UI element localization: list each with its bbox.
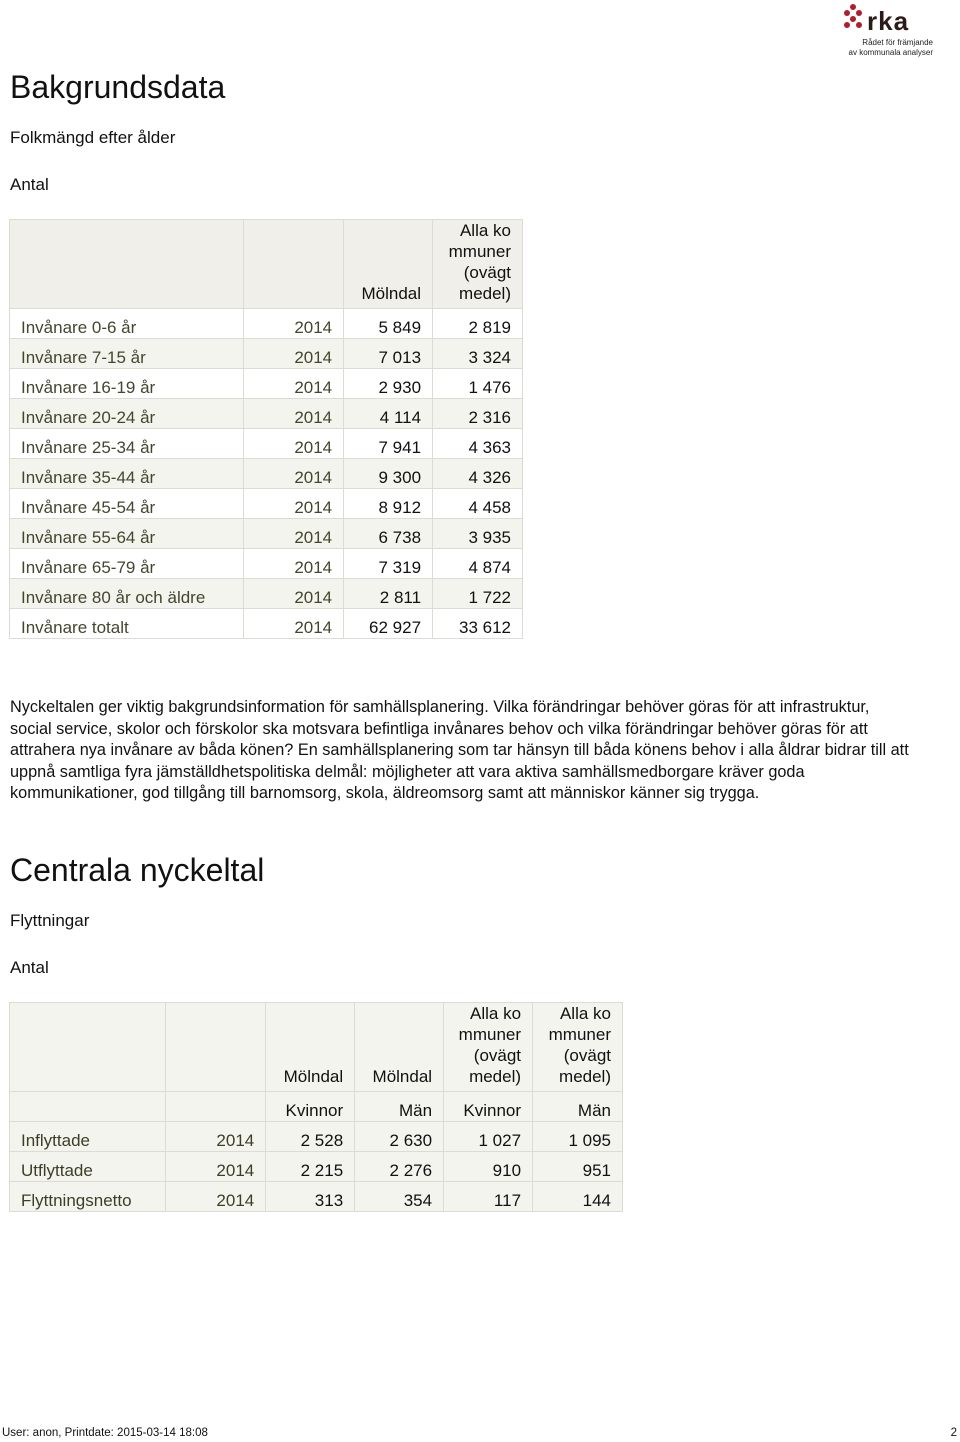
table-unit-label: Antal: [10, 958, 49, 977]
footer-print-info: User: anon, Printdate: 2015-03-14 18:08: [2, 1427, 208, 1439]
alla-kommuner-value: 3 935: [433, 519, 523, 549]
alla-kommuner-value: 33 612: [433, 609, 523, 639]
rka-dots-icon: [841, 3, 867, 35]
table-row: [10, 579, 523, 609]
gender-subheader: [165, 1092, 266, 1122]
table-row: [10, 429, 523, 459]
year-cell: 2014: [243, 519, 343, 549]
table-row: [10, 1122, 623, 1152]
rka-tagline-2: av kommunala analyser: [848, 48, 933, 57]
gender-subheader: [10, 1092, 166, 1122]
alla-kommuner-value: 4 458: [433, 489, 523, 519]
molndal-kvinnor-value: 2 528: [266, 1122, 355, 1152]
section-title-centrala-nyckeltal: Centrala nyckeltal: [10, 852, 265, 888]
table-row: [10, 1152, 623, 1182]
table-row: [10, 309, 523, 339]
intro-paragraph: Nyckeltalen ger viktig bakgrundsinformation för samhällsplanering. Vilka förändringar behöver göras för att infrastruktur, social service, skolor och förskolor ska motsvara befintliga invånares behov och vilka förändringar behöver göras för att attrahera nya invånare av båda könen? En samhällsplanering som tar hänsyn till båda könens behov i alla åldrar bidrar till att uppnå samtliga fyra jämställdhetspolitiska delmål: möjligheter att vara aktiva samhällsmedborgare kräver goda kommunikationer, god tillgång till barnomsorg, skola, äldreomsorg samt att människor känner sig trygga.: [10, 698, 909, 802]
molndal-man-value: 2 276: [355, 1152, 444, 1182]
molndal-value: 7 941: [344, 429, 433, 459]
table-row: [10, 399, 523, 429]
column-header: [165, 1003, 266, 1092]
molndal-man-value: 2 630: [355, 1122, 444, 1152]
column-header: Mölndal: [355, 1003, 444, 1092]
year-cell: 2014: [243, 309, 343, 339]
table-subheader-row: [10, 1092, 623, 1122]
alla-man-value: 1 095: [533, 1122, 623, 1152]
table-header-row: [10, 1003, 623, 1092]
year-cell: 2014: [243, 489, 343, 519]
year-cell: 2014: [243, 609, 343, 639]
migration-table: [9, 1002, 623, 1212]
alla-kvinnor-value: 910: [444, 1152, 533, 1182]
alla-kommuner-value: 1 722: [433, 579, 523, 609]
rka-logo: [841, 3, 933, 57]
year-cell: 2014: [243, 429, 343, 459]
table-subtitle-folkmangd: Folkmängd efter ålder: [10, 128, 176, 147]
row-label: Utflyttade: [10, 1152, 166, 1182]
rka-wordmark: rka: [867, 6, 910, 36]
alla-kommuner-value: 2 819: [433, 309, 523, 339]
row-label: Invånare 80 år och äldre: [10, 579, 244, 609]
molndal-value: 2 811: [344, 579, 433, 609]
molndal-value: 7 319: [344, 549, 433, 579]
table-row: [10, 519, 523, 549]
alla-kvinnor-value: 117: [444, 1182, 533, 1212]
molndal-kvinnor-value: 2 215: [266, 1152, 355, 1182]
gender-subheader: Kvinnor: [266, 1092, 355, 1122]
molndal-value: 4 114: [344, 399, 433, 429]
column-header: [243, 220, 343, 309]
column-header: Alla ko mmuner (ovägt medel): [533, 1003, 623, 1092]
table-subtitle-flyttningar: Flyttningar: [10, 911, 90, 930]
row-label: Invånare totalt: [10, 609, 244, 639]
table-row: [10, 369, 523, 399]
year-cell: 2014: [243, 579, 343, 609]
year-cell: 2014: [243, 399, 343, 429]
gender-subheader: Män: [355, 1092, 444, 1122]
row-label: Invånare 55-64 år: [10, 519, 244, 549]
column-header: Mölndal: [344, 220, 433, 309]
alla-kommuner-value: 3 324: [433, 339, 523, 369]
year-cell: 2014: [165, 1122, 266, 1152]
gender-subheader: Kvinnor: [444, 1092, 533, 1122]
rka-tagline-1: Rådet för främjande: [862, 38, 933, 47]
table-row: [10, 609, 523, 639]
population-by-age-table: [9, 219, 523, 639]
row-label: Flyttningsnetto: [10, 1182, 166, 1212]
year-cell: 2014: [243, 549, 343, 579]
year-cell: 2014: [243, 459, 343, 489]
row-label: Invånare 25-34 år: [10, 429, 244, 459]
alla-kommuner-value: 4 874: [433, 549, 523, 579]
table-row: [10, 339, 523, 369]
row-label: Invånare 16-19 år: [10, 369, 244, 399]
alla-man-value: 951: [533, 1152, 623, 1182]
molndal-man-value: 354: [355, 1182, 444, 1212]
section-title-bakgrundsdata: Bakgrundsdata: [10, 69, 226, 105]
year-cell: 2014: [243, 369, 343, 399]
gender-subheader: Män: [533, 1092, 623, 1122]
alla-kommuner-value: 4 326: [433, 459, 523, 489]
year-cell: 2014: [165, 1152, 266, 1182]
table-row: [10, 1182, 623, 1212]
column-header: [10, 220, 244, 309]
footer-page-number: 2: [950, 1427, 957, 1439]
table-row: [10, 459, 523, 489]
column-header: [10, 1003, 166, 1092]
alla-kommuner-value: 2 316: [433, 399, 523, 429]
year-cell: 2014: [165, 1182, 266, 1212]
table-row: [10, 489, 523, 519]
row-label: Invånare 20-24 år: [10, 399, 244, 429]
molndal-value: 8 912: [344, 489, 433, 519]
row-label: Invånare 0-6 år: [10, 309, 244, 339]
alla-kommuner-value: 4 363: [433, 429, 523, 459]
column-header: Alla ko mmuner (ovägt medel): [444, 1003, 533, 1092]
molndal-value: 7 013: [344, 339, 433, 369]
molndal-value: 62 927: [344, 609, 433, 639]
alla-man-value: 144: [533, 1182, 623, 1212]
molndal-kvinnor-value: 313: [266, 1182, 355, 1212]
molndal-value: 5 849: [344, 309, 433, 339]
molndal-value: 6 738: [344, 519, 433, 549]
molndal-value: 2 930: [344, 369, 433, 399]
table-header-row: [10, 220, 523, 309]
alla-kvinnor-value: 1 027: [444, 1122, 533, 1152]
column-header: Alla ko mmuner (ovägt medel): [433, 220, 523, 309]
row-label: Invånare 35-44 år: [10, 459, 244, 489]
row-label: Invånare 45-54 år: [10, 489, 244, 519]
table-row: [10, 549, 523, 579]
molndal-value: 9 300: [344, 459, 433, 489]
year-cell: 2014: [243, 339, 343, 369]
alla-kommuner-value: 1 476: [433, 369, 523, 399]
table-unit-label: Antal: [10, 175, 49, 194]
row-label: Invånare 7-15 år: [10, 339, 244, 369]
print-footer: [0, 1425, 960, 1442]
column-header: Mölndal: [266, 1003, 355, 1092]
row-label: Invånare 65-79 år: [10, 549, 244, 579]
row-label: Inflyttade: [10, 1122, 166, 1152]
